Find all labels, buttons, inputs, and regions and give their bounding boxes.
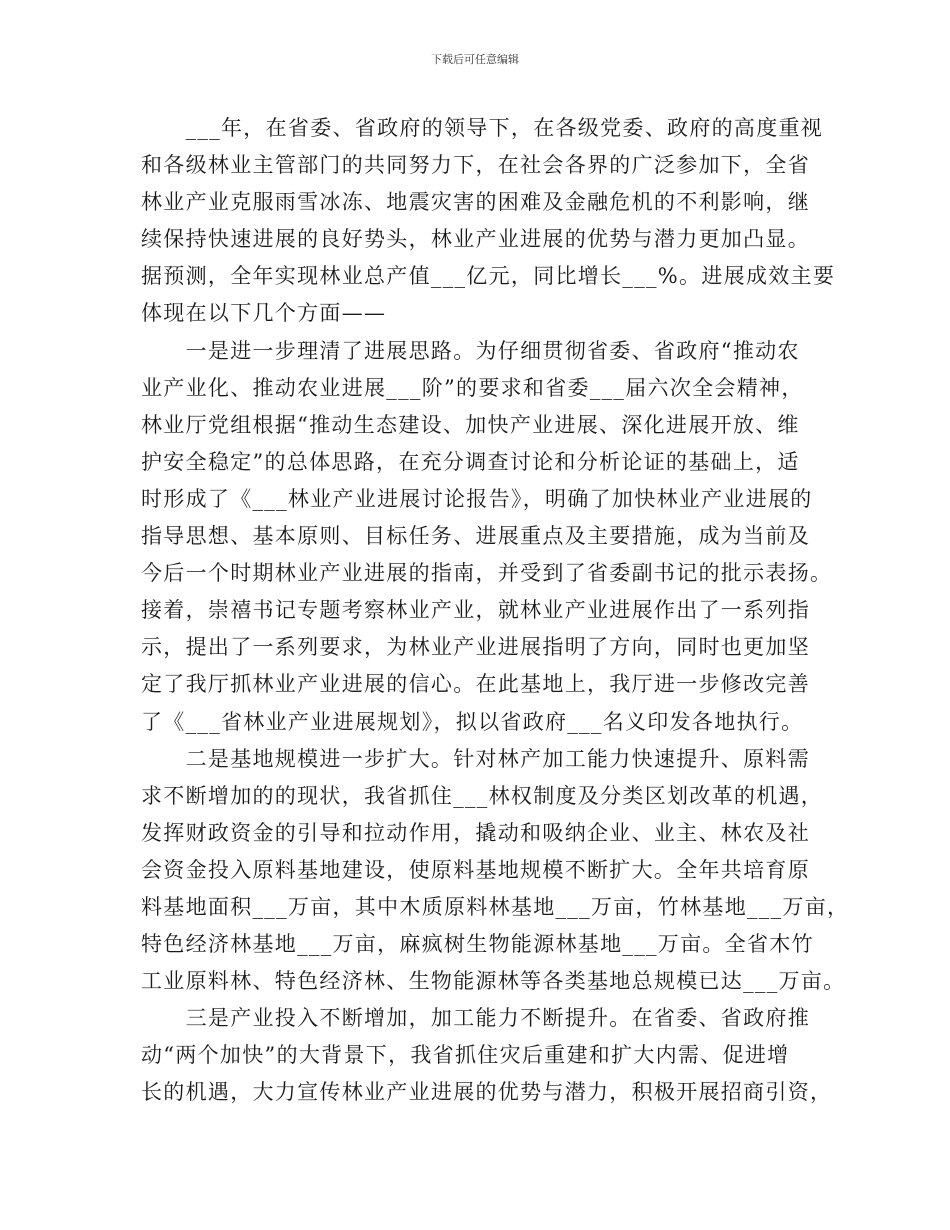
text-line: 料基地面积___万亩，其中木质原料林基地___万亩，竹林基地___万亩，: [141, 894, 850, 919]
text-line: 工业原料林、特色经济林、生物能源林等各类基地总规模已达___万亩。: [141, 969, 846, 994]
text-line: 接着，崇禧书记专题考察林业产业，就林业产业进展作出了一系列指: [141, 598, 810, 623]
text-line: 一是进一步理清了进展思路。为仔细贯彻省委、省政府“推动农: [141, 338, 800, 363]
text-line: ___年，在省委、省政府的领导下，在各级党委、政府的高度重视: [141, 116, 824, 140]
text-line: 林业产业克服雨雪冰冻、地震灾害的困难及金融危机的不利影响，继: [141, 190, 810, 215]
text-line: 据预测，全年实现林业总产值___亿元，同比增长___%。进展成效主要: [141, 264, 836, 289]
text-line: 示，提出了一系列要求，为林业产业进展指明了方向，同时也更加坚: [141, 635, 810, 660]
text-line: 指导思想、基本原则、目标任务、进展重点及主要措施，成为当前及: [141, 524, 810, 549]
document-body: [141, 110, 850, 1112]
text-line: 会资金投入原料基地建设，使原料基地规模不断扩大。全年共培育原: [141, 857, 810, 882]
text-line: 发挥财政资金的引导和拉动作用，撬动和吸纳企业、业主、林农及社: [141, 820, 810, 845]
text-line: 和各级林业主管部门的共同努力下，在社会各界的广泛参加下，全省: [141, 153, 810, 178]
text-line: 今后一个时期林业产业进展的指南，并受到了省委副书记的批示表扬。: [141, 561, 833, 586]
text-line: 长的机遇，大力宣传林业产业进展的优势与潜力，积极开展招商引资，: [141, 1080, 833, 1105]
text-line: 求不断增加的的现状，我省抓住___林权制度及分类区划改革的机遇，: [141, 783, 824, 808]
page-header-note: 下载后可任意编辑: [431, 53, 519, 66]
text-line: 了《___省林业产业进展规划》，拟以省政府___名义印发各地执行。: [141, 709, 804, 734]
text-line: 续保持快速进展的良好势头，林业产业进展的优势与潜力更加凸显。: [141, 227, 810, 252]
text-line: 二是基地规模进一步扩大。针对林产加工能力快速提升、原料需: [141, 746, 810, 771]
text-line: 护安全稳定”的总体思路，在充分调查讨论和分析论证的基础上，适: [141, 449, 800, 474]
text-line: 三是产业投入不断增加，加工能力不断提升。在省委、省政府推: [141, 1006, 810, 1031]
text-line: 特色经济林基地___万亩，麻疯树生物能源林基地___万亩。全省木竹: [141, 932, 814, 957]
text-line: 时形成了《___林业产业进展讨论报告》，明确了加快林业产业进展的: [141, 486, 813, 511]
text-line: 业产业化、推动农业进展___阶”的要求和省委___届六次全会精神，: [141, 375, 804, 400]
text-line: 定了我厅抓林业产业进展的信心。在此基地上，我厅进一步修改完善: [141, 672, 810, 697]
text-line: 动“两个加快”的大背景下，我省抓住灾后重建和扩大内需、促进增: [141, 1043, 790, 1068]
text-line: 体现在以下几个方面——: [141, 301, 387, 326]
text-line: 林业厅党组根据“推动生态建设、加快产业进展、深化进展开放、维: [141, 412, 800, 437]
